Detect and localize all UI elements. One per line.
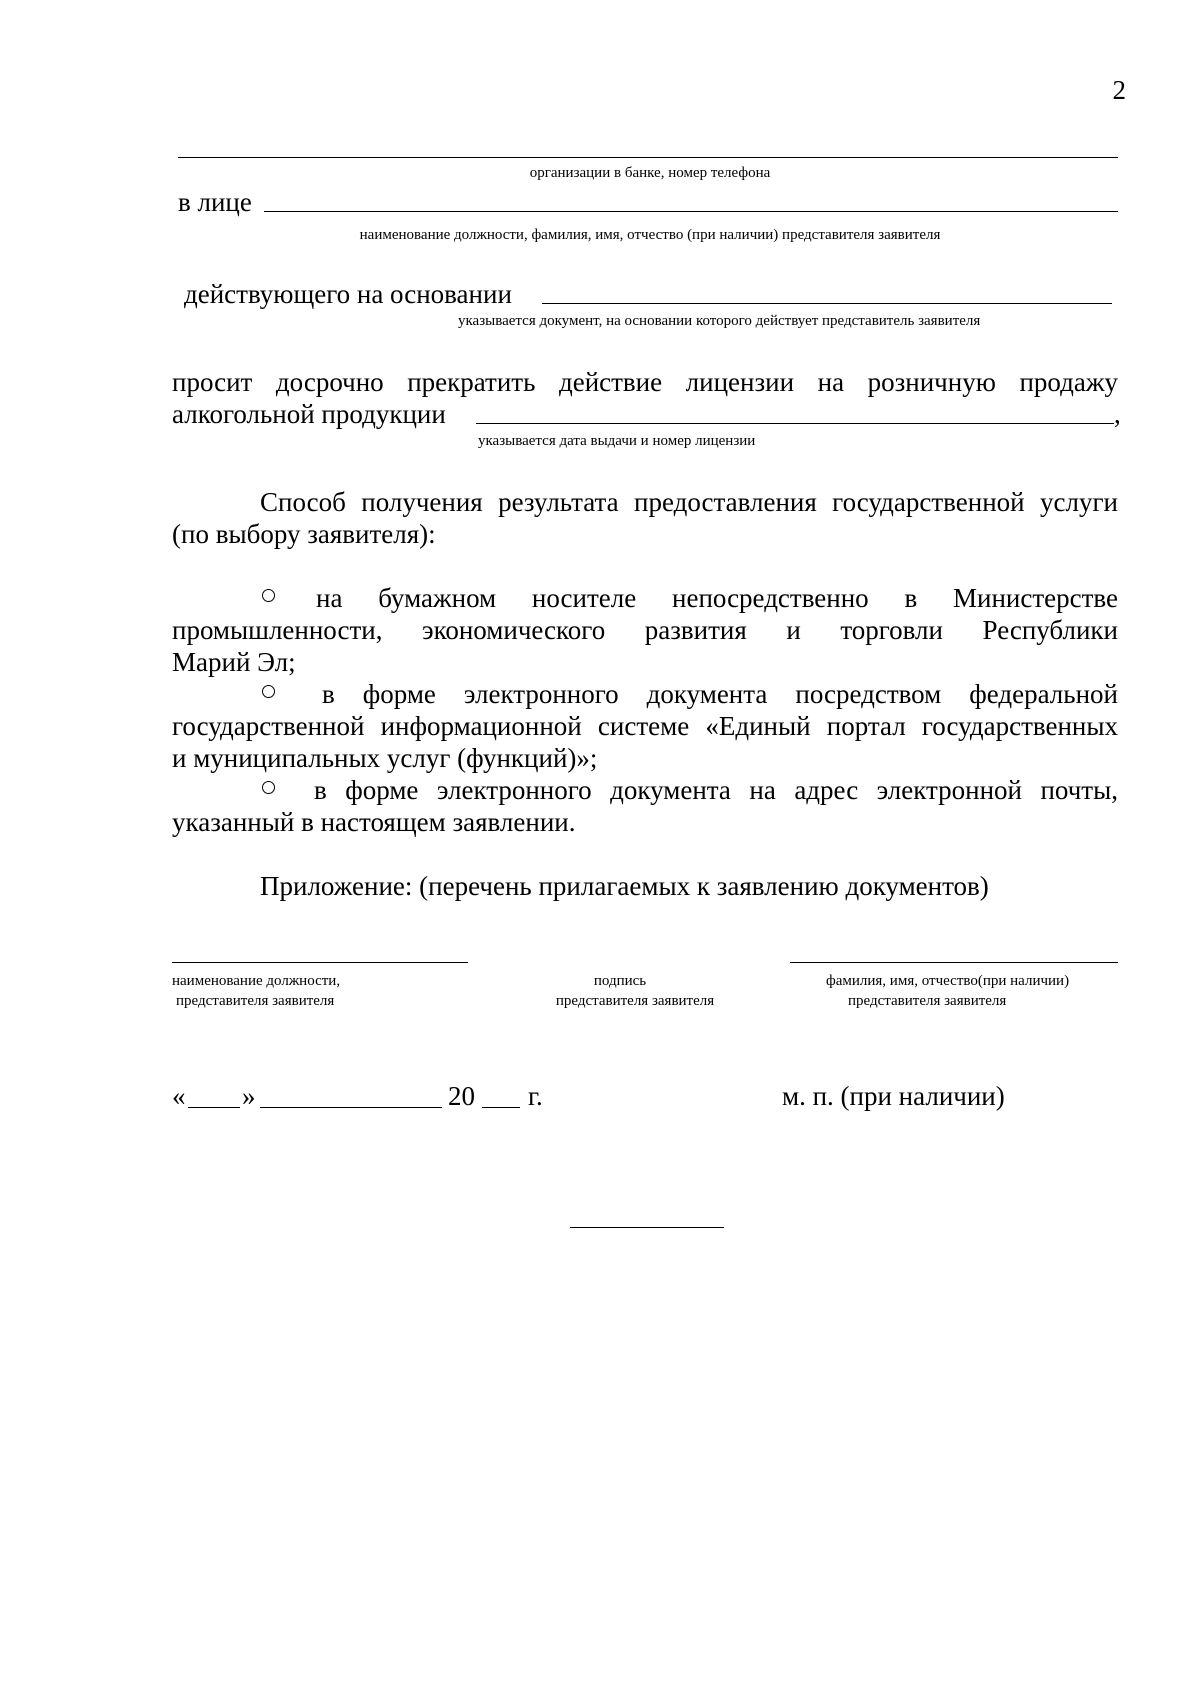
option-1-bullet[interactable] bbox=[262, 588, 275, 606]
sign-caption-1: подпись bbox=[593, 973, 647, 989]
radio-circle-icon[interactable] bbox=[262, 781, 275, 794]
basis-label: действующего на основании bbox=[184, 279, 512, 309]
option-2-line-2: государственной информационной системе «Единый портал государственных bbox=[172, 711, 1118, 741]
request-line-1: просит досрочно прекратить действие лицензии на розничную продажу bbox=[172, 367, 1118, 397]
sign-caption-2: представителя заявителя bbox=[555, 993, 715, 1009]
date-close-quote: » bbox=[242, 1081, 256, 1111]
basis-caption: указывается документ, на основании которого действует представитель заявителя bbox=[458, 313, 981, 329]
org-caption: организации в банке, номер телефона bbox=[529, 165, 771, 181]
name-sign-line bbox=[790, 962, 1118, 963]
name-caption-1: фамилия, имя, отчество(при наличии) bbox=[826, 973, 1070, 989]
method-line-2: (по выбору заявителя): bbox=[172, 519, 436, 549]
option-2-line-1: в форме электронного документа посредством федеральной bbox=[322, 679, 1118, 709]
license-line bbox=[476, 423, 1114, 424]
date-month-line bbox=[260, 1107, 442, 1108]
date-open-quote: « bbox=[172, 1081, 186, 1111]
option-3-bullet[interactable] bbox=[262, 780, 275, 798]
option-1-line-2: промышленности, экономического развития и торговли Республики bbox=[172, 615, 1118, 645]
org-details-line bbox=[178, 157, 1118, 158]
page-number: 2 bbox=[1112, 75, 1126, 105]
option-3-line-2: указанный в настоящем заявлении. bbox=[172, 807, 576, 837]
request-line-2: алкогольной продукции bbox=[172, 399, 446, 429]
position-caption-2: представителя заявителя bbox=[176, 993, 335, 1009]
option-2-line-3: и муниципальных услуг (функций)»; bbox=[172, 743, 598, 773]
stamp-note: м. п. (при наличии) bbox=[782, 1081, 1005, 1111]
request-line-2-comma: , bbox=[1114, 399, 1121, 429]
position-caption-1: наименование должности, bbox=[172, 973, 341, 989]
face-line bbox=[264, 211, 1118, 212]
license-caption: указывается дата выдачи и номер лицензии bbox=[478, 433, 756, 449]
face-caption: наименование должности, фамилия, имя, отчество (при наличии) представителя заявителя bbox=[359, 227, 941, 243]
end-separator bbox=[570, 1227, 724, 1228]
radio-circle-icon[interactable] bbox=[262, 589, 275, 602]
date-century: 20 bbox=[448, 1081, 475, 1111]
name-caption-2: представителя заявителя bbox=[848, 993, 1007, 1009]
option-1-line-1: на бумажном носителе непосредственно в Министерстве bbox=[316, 583, 1118, 613]
radio-circle-icon[interactable] bbox=[262, 685, 275, 698]
attachment-line: Приложение: (перечень прилагаемых к заявлению документов) bbox=[260, 871, 989, 901]
date-day-line bbox=[188, 1107, 240, 1108]
date-year-line bbox=[482, 1107, 520, 1108]
option-1-line-3: Марий Эл; bbox=[172, 647, 296, 677]
option-2-bullet[interactable] bbox=[262, 684, 275, 702]
face-label: в лице bbox=[178, 187, 252, 217]
basis-line bbox=[542, 303, 1112, 304]
position-sign-line bbox=[172, 962, 468, 963]
method-line-1: Способ получения результата предоставления государственной услуги bbox=[260, 487, 1118, 517]
date-year-suffix: г. bbox=[528, 1081, 543, 1111]
option-3-line-1: в форме электронного документа на адрес электронной почты, bbox=[314, 775, 1118, 805]
